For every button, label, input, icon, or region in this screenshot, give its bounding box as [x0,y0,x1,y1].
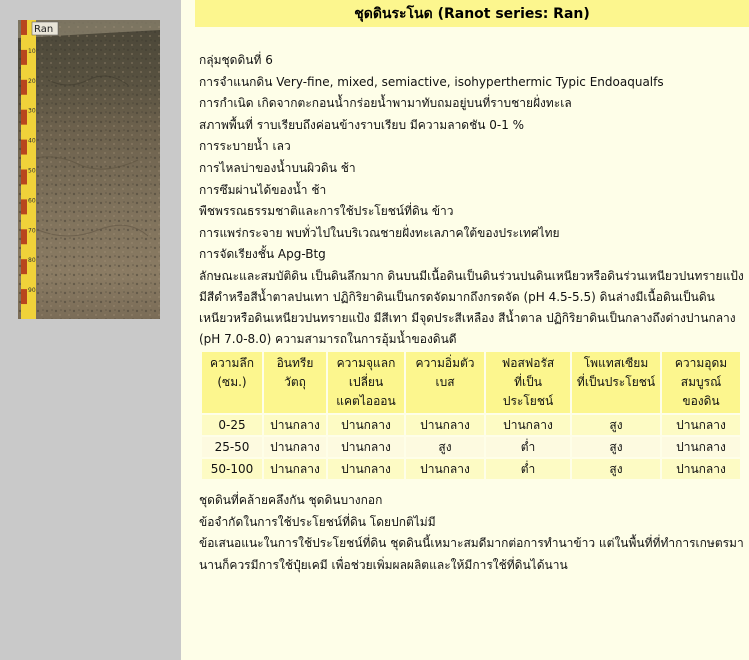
table-cell: ปานกลาง [406,459,484,479]
table-cell: ต่ำ [486,437,570,457]
ruler-mark: 80 [28,257,36,265]
prop-runoff: การไหลบ่าของน้ำบนผิวดิน ช้า [199,160,356,175]
table-cell: 0-25 [202,415,262,435]
ruler-band [21,110,27,125]
prop-landform: สภาพพื้นที่ ราบเรียบถึงค่อนข้างราบเรียบ มีความลาดชัน 0-1 % [199,117,525,132]
fertility-table-container [200,350,742,481]
ruler-mark: 30 [28,107,36,115]
ruler-mark: 40 [28,137,36,145]
ruler-band [21,20,27,35]
table-cell: ปานกลาง [662,459,740,479]
table-cell: สูง [572,415,660,435]
col-fertility-header: ความอุดม สมบูรณ์ ของดิน [662,352,740,413]
table-cell: สูง [572,437,660,457]
prop-classification: การจำแนกดิน Very-fine, mixed, semiactive, isohyperthermic Typic Endoaqualfs [199,74,664,89]
prop-soil-group: กลุ่มชุดดินที่ 6 [199,53,273,67]
note-recommendations: ข้อเสนอแนะในการใช้ประโยชน์ที่ดิน ชุดดินนี้เหมาะสมดีมากต่อการทำนาข้าว แต่ในพื้นที่ที่ทำการเกษตรมานานก็ควรมีการใช้ปุ๋ยเคมี เพื่อช่วยเพิ่มผลผลิตและให้มีการใช้ที่ดินได้นาน [199,536,744,572]
ruler-band [21,140,27,155]
ruler-mark: 10 [28,47,36,55]
table-cell: ปานกลาง [486,415,570,435]
page-title: ชุดดินระโนด (Ranot series: Ran) [195,0,749,27]
col-depth-header: ความลึก (ซม.) [202,352,262,413]
table-row [202,437,740,457]
table-cell: ปานกลาง [662,437,740,457]
table-cell: ปานกลาง [328,437,404,457]
table-cell: ปานกลาง [662,415,740,435]
prop-horizon-sequence: การจัดเรียงชั้น Apg-Btg [199,247,326,262]
prop-permeability: การซึมผ่านได้ของน้ำ ช้า [199,182,327,197]
photo-label: Ran [34,24,54,35]
table-cell: ปานกลาง [328,415,404,435]
prop-origin: การกำเนิด เกิดจากตะกอนน้ำกร่อยน้ำพามาทับถมอยู่บนที่ราบชายฝั่งทะเล [199,96,572,111]
table-cell: สูง [572,459,660,479]
col-phosphorus-header: ฟอสฟอรัส ที่เป็น ประโยชน์ [486,352,570,413]
prop-description: ลักษณะและสมบัติดิน เป็นดินลึกมาก ดินบนมีเนื้อดินเป็นดินร่วนปนดินเหนียวหรือดินร่วนเหนียวปนทรายแป้ง มีสีดำหรือสีน้ำตาลปนเทา ปฏิกิริยาดินเป็นกรดจัดมากถึงกรดจัด (pH 4.5-5.5) ดินล่างมีเนื้อดินเป็นดินเหนียวหรือดินเหนียวปนทรายแป้ง มีสีเทา มีจุดประสีเหลือง สีน้ำตาล ปฏิกิริยาดินเป็นกลางถึงด่างปานกลาง (pH 7.0-8.0) ความสามารถในการอุ้มน้ำของดินดี [199,268,744,346]
ruler-mark: 20 [28,77,36,85]
ruler-band [21,289,27,304]
main-panel [181,0,749,660]
soil-notes [199,490,744,576]
col-organic-matter-header: อินทรีย วัตถุ [264,352,326,413]
table-cell: ปานกลาง [264,437,326,457]
ruler-band [21,199,27,214]
table-cell: 25-50 [202,437,262,457]
prop-drainage: การระบายน้ำ เลว [199,139,291,154]
fertility-table [200,350,742,481]
prop-distribution: การแพร่กระจาย พบทั่วไปในบริเวณชายฝั่งทะเลภาคใต้ของประเทศไทย [199,225,560,240]
table-cell: ปานกลาง [328,459,404,479]
col-base-saturation-header: ความอิ่มตัว เบส [406,352,484,413]
table-row [202,415,740,435]
soil-properties [199,50,744,350]
table-cell: 50-100 [202,459,262,479]
soil-profile-image [18,20,160,319]
table-cell: ปานกลาง [406,415,484,435]
prop-vegetation-landuse: พืชพรรณธรรมชาติและการใช้ประโยชน์ที่ดิน ข้าว [199,204,454,219]
table-cell: ปานกลาง [264,415,326,435]
col-cec-header: ความจุแลก เปลี่ยน แคตไอออน [328,352,404,413]
ruler-mark: 70 [28,227,36,235]
ruler-band [21,80,27,95]
ruler-band [21,229,27,244]
ruler-mark: 60 [28,197,36,205]
left-sidebar [0,0,181,660]
ruler-mark: 50 [28,167,36,175]
table-cell: ปานกลาง [264,459,326,479]
ruler-band [21,50,27,65]
table-header-row [202,352,740,413]
table-cell: สูง [406,437,484,457]
table-row [202,459,740,479]
ruler-band [21,170,27,185]
note-similar-series: ชุดดินที่คล้ายคลึงกัน ชุดดินบางกอก [199,493,383,507]
col-potassium-header: โพแทสเซียม ที่เป็นประโยชน์ [572,352,660,413]
note-limitations: ข้อจำกัดในการใช้ประโยชน์ที่ดิน โดยปกติไม่มี [199,514,436,529]
ruler-band [21,259,27,274]
ruler-mark: 90 [28,287,36,295]
soil-profile-photo [18,20,160,319]
table-cell: ต่ำ [486,459,570,479]
